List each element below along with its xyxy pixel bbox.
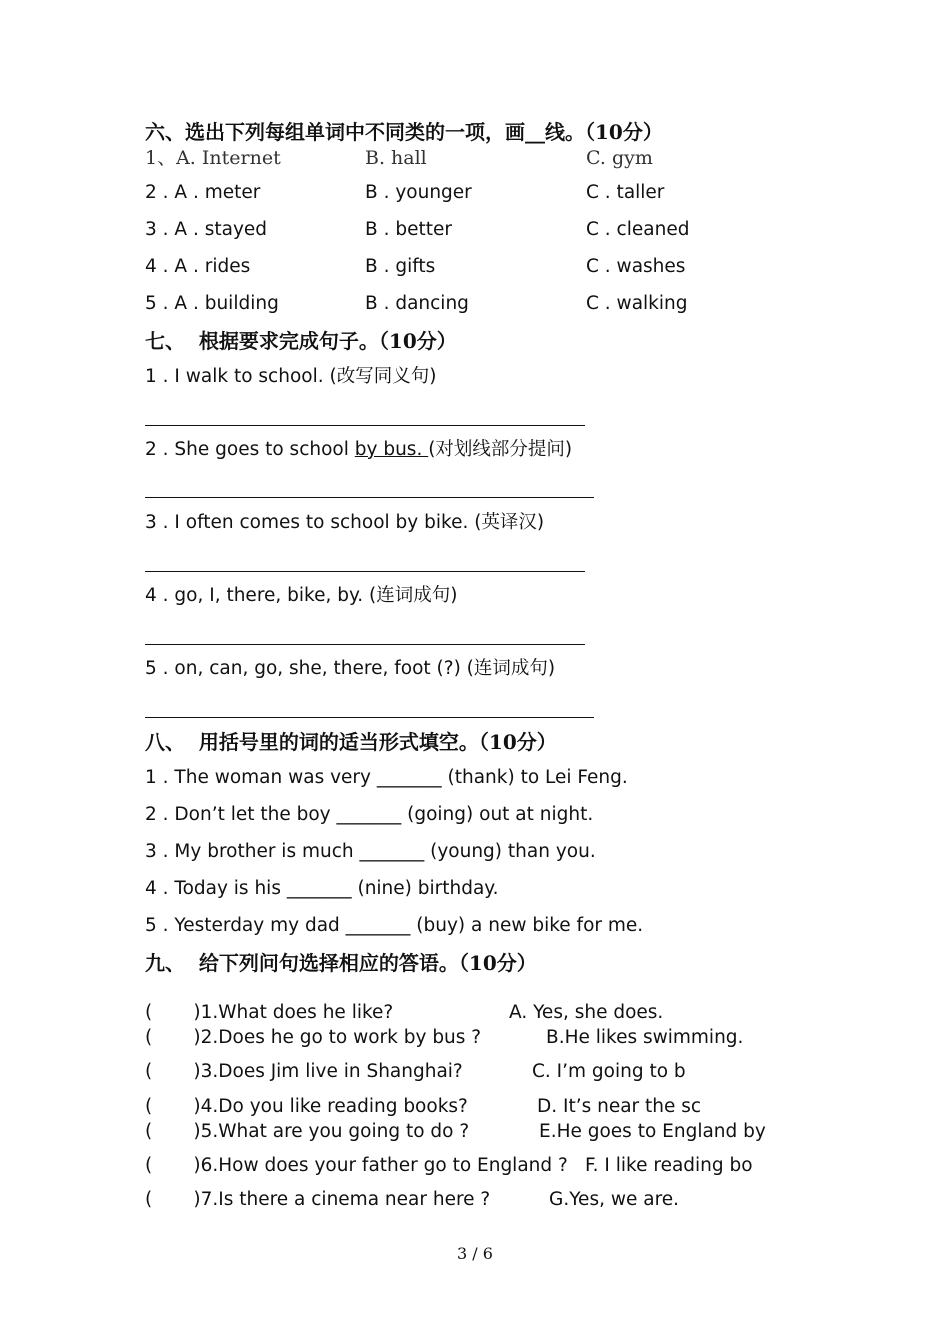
s9-question-6: ( )6.How does your father go to England ? [145,1155,568,1176]
section6-title: 六、选出下列每组单词中不同类的一项，画__线。（10分） [145,120,663,144]
s6-q1-option-a: 1、A. Internet [145,147,281,169]
s8-question-3: 3 . My brother is much _______ (young) than you. [145,841,596,862]
s6-q2-option-b: B . younger [365,182,472,203]
s6-q5-option-a: 5 . A . building [145,293,279,314]
s9-question-5: ( )5.What are you going to do ? [145,1121,470,1142]
s6-q4-option-a: 4 . A . rides [145,256,251,277]
s7-q2-instruction: (对划线部分提问) [428,439,573,460]
s7-question-1: 1 . I walk to school. (改写同义句) [145,366,437,387]
s6-q3-option-c: C . cleaned [586,219,690,240]
section8-title: 八、 用括号里的词的适当形式填空。（10分） [145,730,557,754]
s6-q4-option-b: B . gifts [365,256,436,277]
s8-question-5: 5 . Yesterday my dad _______ (buy) a new bike for me. [145,915,644,936]
s7-answer-line-1[interactable] [145,425,585,426]
s9-question-2: ( )2.Does he go to work by bus ? [145,1027,482,1048]
s6-q2-option-a: 2 . A . meter [145,182,261,203]
s7-q2-text: 2 . She goes to school [145,439,355,460]
s6-q5-option-c: C . walking [586,293,688,314]
page-number: 3 / 6 [457,1244,493,1263]
s6-q3-option-a: 3 . A . stayed [145,219,268,240]
s7-answer-line-2[interactable] [145,497,594,498]
s8-question-4: 4 . Today is his _______ (nine) birthday. [145,878,499,899]
s7-answer-line-3[interactable] [145,571,585,572]
s7-question-5: 5 . on, can, go, she, there, foot (?) (连词成句) [145,658,556,679]
s7-question-3: 3 . I often comes to school by bike. (英译汉) [145,512,545,533]
s9-answer-option-d: D. It’s near the sc [537,1096,702,1117]
s6-q5-option-b: B . dancing [365,293,469,314]
s9-question-1: ( )1.What does he like? [145,1002,394,1023]
s7-answer-line-5[interactable] [145,717,594,718]
s7-question-2 [145,438,572,462]
s9-question-4: ( )4.Do you like reading books? [145,1096,468,1117]
section9-title: 九、 给下列问句选择相应的答语。（10分） [145,951,537,975]
s6-q2-option-c: C . taller [586,182,665,203]
s7-question-4: 4 . go, I, there, bike, by. (连词成句) [145,585,458,606]
s6-q4-option-c: C . washes [586,256,686,277]
s8-question-2: 2 . Don’t let the boy _______ (going) out at night. [145,804,594,825]
s9-answer-option-b: B.He likes swimming. [546,1027,744,1048]
s9-answer-option-e: E.He goes to England by [539,1121,766,1142]
s6-q3-option-b: B . better [365,219,452,240]
s6-q1-option-b: B. hall [365,147,427,169]
section7-title: 七、 根据要求完成句子。（10分） [145,329,457,353]
s9-question-3: ( )3.Does Jim live in Shanghai? [145,1061,463,1082]
s9-answer-option-f: F. I like reading bo [585,1155,753,1176]
s9-question-7: ( )7.Is there a cinema near here ? [145,1189,491,1210]
s9-answer-option-c: C. I’m going to b [532,1061,686,1082]
s8-question-1: 1 . The woman was very _______ (thank) to Lei Feng. [145,767,628,788]
s6-q1-option-c: C. gym [586,147,653,169]
s7-answer-line-4[interactable] [145,644,585,645]
s9-answer-option-g: G.Yes, we are. [549,1189,680,1210]
s7-q2-underlined: by bus. [354,439,429,460]
s9-answer-option-a: A. Yes, she does. [509,1002,664,1023]
